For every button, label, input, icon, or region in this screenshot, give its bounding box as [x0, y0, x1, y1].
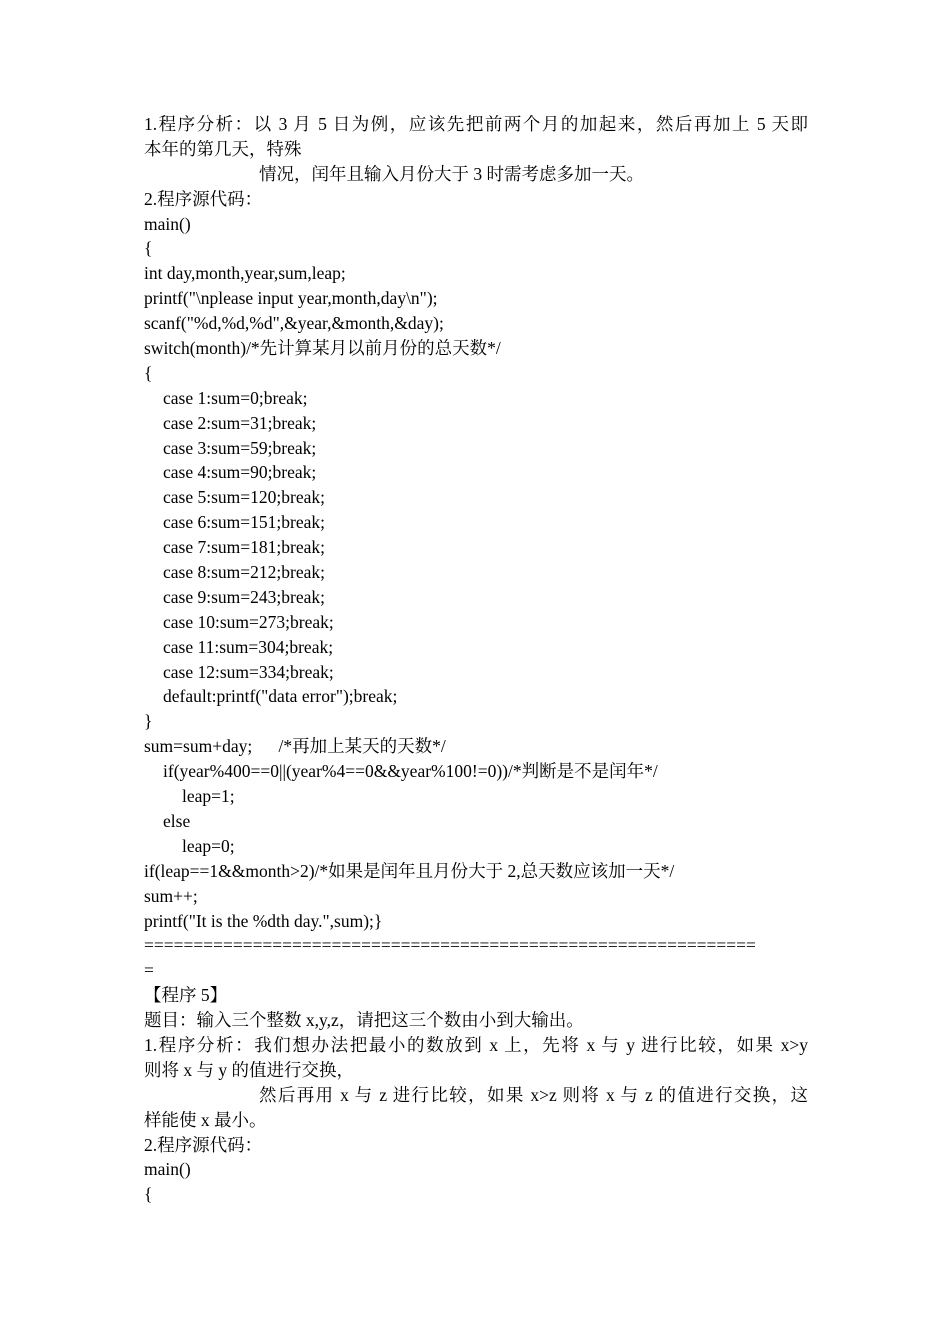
text-line: sum=sum+day; /*再加上某天的天数*/: [144, 736, 446, 757]
text-line: 1.程序分析：以 3 月 5 日为例，应该先把前两个月的加起来，然后再加上 5 天即: [144, 114, 808, 134]
text-line: case 7:sum=181;break;: [163, 537, 325, 558]
text-line: 2.程序源代码：: [144, 188, 263, 209]
text-line: }: [144, 711, 153, 732]
text-line: 本年的第几天，特殊: [144, 138, 302, 159]
text-line: else: [163, 810, 191, 831]
text-line: {: [144, 1184, 153, 1205]
text-line: =: [144, 960, 154, 981]
text-line: 样能使 x 最小。: [144, 1109, 267, 1130]
text-line: leap=0;: [182, 835, 235, 856]
text-line: case 4:sum=90;break;: [163, 462, 317, 483]
text-line: switch(month)/*先计算某月以前月份的总天数*/: [144, 338, 501, 359]
text-line: 则将 x 与 y 的值进行交换，: [144, 1059, 354, 1080]
text-line: case 5:sum=120;break;: [163, 487, 325, 508]
text-line: case 3:sum=59;break;: [163, 437, 317, 458]
text-line: scanf("%d,%d,%d",&year,&month,&day);: [144, 313, 444, 334]
text-line: leap=1;: [182, 786, 235, 807]
text-line: case 12:sum=334;break;: [163, 661, 334, 682]
text-line: case 8:sum=212;break;: [163, 562, 325, 583]
text-line: 然后再用 x 与 z 进行比较，如果 x>z 则将 x 与 z 的值进行交换，这: [259, 1084, 808, 1105]
document-page: [144, 112, 808, 1207]
text-line: 2.程序源代码：: [144, 1134, 263, 1155]
text-line: printf("\nplease input year,month,day\n");: [144, 288, 438, 309]
text-line: sum++;: [144, 885, 198, 906]
text-line: printf("It is the %dth day.",sum);}: [144, 910, 383, 931]
text-line: 1.程序分析：我们想办法把最小的数放到 x 上，先将 x 与 y 进行比较，如果 x>y: [144, 1034, 808, 1055]
text-line: case 1:sum=0;break;: [163, 387, 308, 408]
text-line: case 2:sum=31;break;: [163, 412, 317, 433]
text-line: main(): [144, 213, 191, 234]
text-line: int day,month,year,sum,leap;: [144, 263, 346, 284]
text-line: case 6:sum=151;break;: [163, 512, 325, 533]
text-line: default:printf("data error");break;: [163, 686, 398, 707]
text-line: {: [144, 362, 153, 383]
text-line: main(): [144, 1159, 191, 1180]
text-line: 【程序 5】: [144, 985, 228, 1006]
text-line: ==============================================================: [144, 935, 756, 956]
text-line: if(year%400==0||(year%4==0&&year%100!=0))/*判断是不是闰年*/: [163, 761, 658, 782]
text-line: 题目：输入三个整数 x,y,z，请把这三个数由小到大输出。: [144, 1010, 584, 1031]
text-line: 情况，闰年且输入月份大于 3 时需考虑多加一天。: [259, 163, 644, 184]
text-line: case 11:sum=304;break;: [163, 636, 334, 657]
text-line: if(leap==1&&month>2)/*如果是闰年且月份大于 2,总天数应该加一天*/: [144, 860, 675, 881]
text-line: case 10:sum=273;break;: [163, 611, 334, 632]
text-line: case 9:sum=243;break;: [163, 586, 325, 607]
text-line: {: [144, 238, 153, 259]
